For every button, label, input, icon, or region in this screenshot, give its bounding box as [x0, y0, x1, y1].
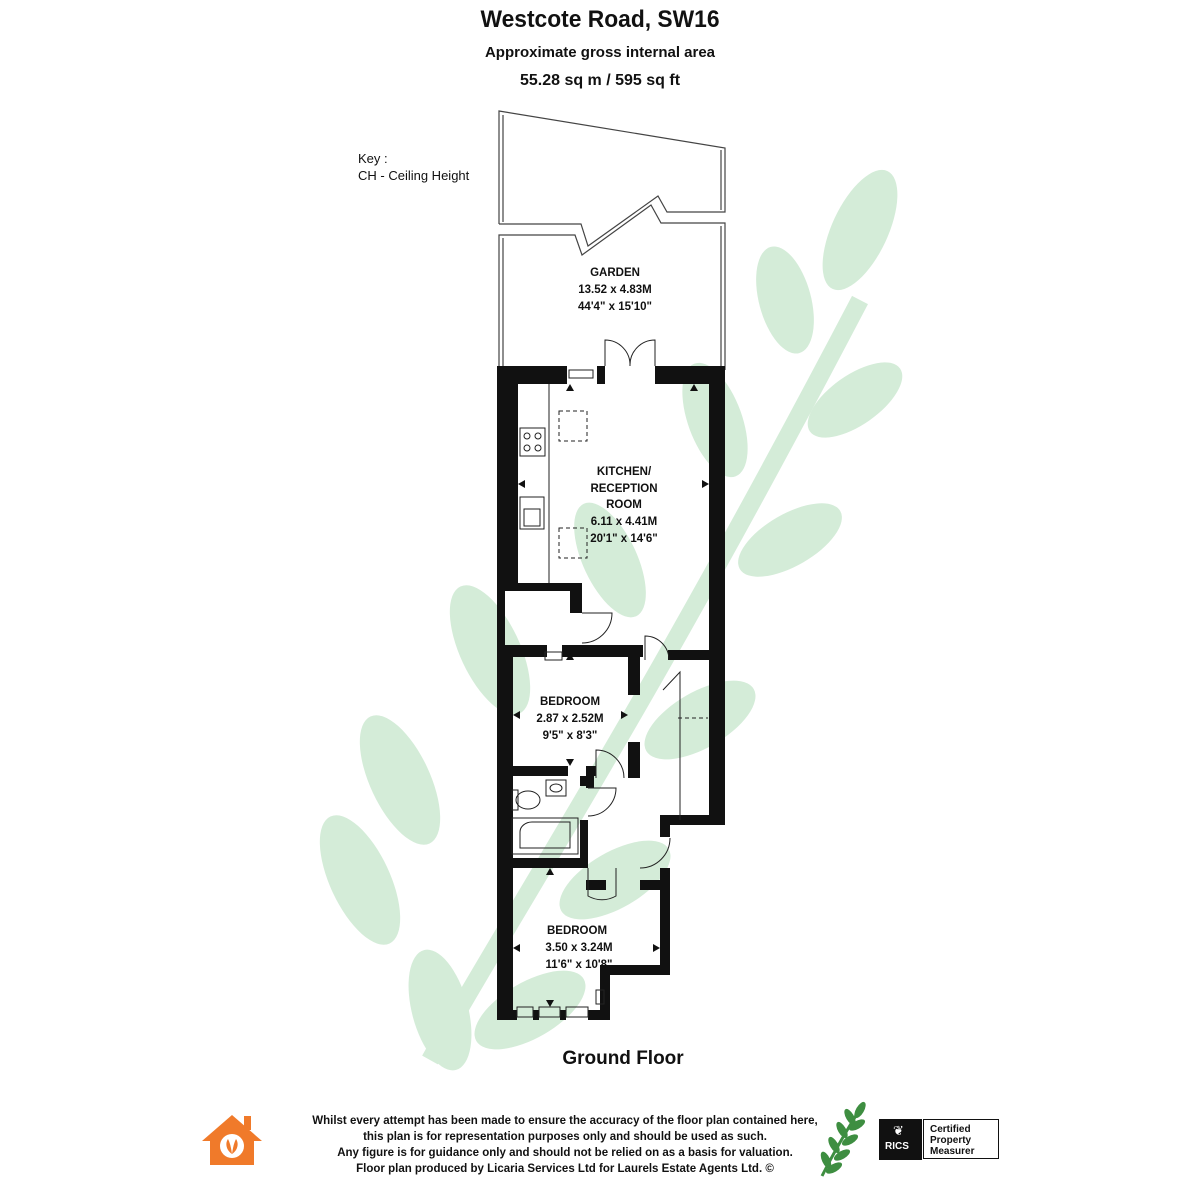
- certified-measurer-badge: [923, 1119, 999, 1159]
- kitchen-name-2: RECEPTION: [590, 483, 658, 495]
- plan-details: [512, 340, 708, 1017]
- kitchen-name-1: KITCHEN/: [596, 466, 652, 478]
- floor-label: Ground Floor: [562, 1048, 684, 1069]
- bedroom2-metric: 3.50 x 3.24M: [545, 942, 613, 954]
- rics-crest-icon: ❦: [893, 1123, 904, 1138]
- cert-line: Property: [930, 1135, 972, 1146]
- kitchen-name-3: ROOM: [606, 499, 642, 511]
- garden-name: GARDEN: [590, 267, 640, 279]
- bedroom1-metric: 2.87 x 2.52M: [536, 713, 604, 725]
- garden-metric: 13.52 x 4.83M: [578, 284, 652, 296]
- rics-logo-icon: [879, 1119, 922, 1160]
- disclaimer-line: Whilst every attempt has been made to ensure the accuracy of the floor plan contained here,: [312, 1115, 818, 1127]
- cert-line: Measurer: [930, 1146, 975, 1157]
- plan-area: 55.28 sq m / 595 sq ft: [519, 72, 681, 89]
- bedroom2-name: BEDROOM: [546, 925, 608, 937]
- disclaimer-line: this plan is for representation purposes only and should be used as such.: [363, 1131, 767, 1143]
- disclaimer: [270, 1113, 860, 1177]
- rics-label: RICS: [885, 1141, 909, 1152]
- bedroom2-imperial: 11'6" x 10'8": [545, 959, 613, 971]
- plan-title: Westcote Road, SW16: [480, 6, 720, 33]
- bedroom1-name: BEDROOM: [539, 696, 601, 708]
- bedroom1-imperial: 9'5" x 8'3": [542, 730, 598, 742]
- garden-imperial: 44'4" x 15'10": [578, 301, 652, 313]
- house-logo-icon: [202, 1115, 262, 1165]
- key-heading: Key :: [358, 151, 388, 166]
- cert-line: Certified: [930, 1124, 971, 1135]
- kitchen-metric: 6.11 x 4.41M: [590, 516, 658, 528]
- garden-outline: [499, 111, 725, 370]
- watermark-leaf-icon: [303, 159, 914, 1077]
- disclaimer-line: Any figure is for guidance only and should not be relied on as a basis for valuation.: [337, 1147, 793, 1159]
- walls: [497, 366, 725, 1020]
- kitchen-imperial: 20'1" x 14'6": [590, 533, 658, 545]
- disclaimer-line: Floor plan produced by Licaria Services Ltd for Laurels Estate Agents Ltd. ©: [356, 1163, 774, 1175]
- key-item: CH - Ceiling Height: [358, 168, 470, 183]
- plan-subtitle: Approximate gross internal area: [484, 44, 716, 61]
